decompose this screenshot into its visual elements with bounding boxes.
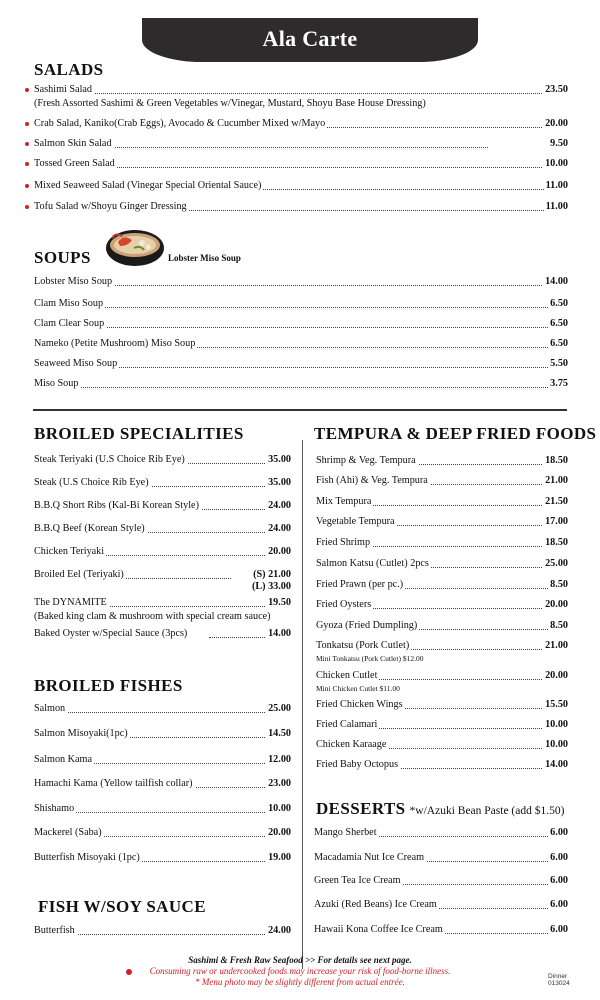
item-note: Mini Chicken Cutlet $11.00 xyxy=(316,684,400,693)
menu-item-fried-prawn: Fried Prawn (per pc.) 8.50 xyxy=(316,579,568,590)
menu-item-chicken-karaage: Chicken Karaage 10.00 xyxy=(316,739,568,750)
fish-soy-sauce-heading: FISH W/SOY SAUCE xyxy=(38,897,206,916)
menu-item-baked-oyster: Baked Oyster w/Special Sauce (3pcs) 14.00 xyxy=(34,628,291,639)
menu-item-shishamo: Shishamo 10.00 xyxy=(34,803,291,814)
menu-item-hamachi-kama: Hamachi Kama (Yellow tailfish collar) 23.00 xyxy=(34,778,291,789)
menu-item-nameko-miso-soup: Nameko (Petite Mushroom) Miso Soup 6.50 xyxy=(34,338,568,349)
soups-heading: SOUPS xyxy=(34,248,91,267)
broiled-fishes-heading: BROILED FISHES xyxy=(34,676,183,695)
menu-item-bbq-short-ribs: B.B.Q Short Ribs (Kal-Bi Korean Style) 24.00 xyxy=(34,500,291,511)
item-description: (Fresh Assorted Sashimi & Green Vegetables w/Vinegar, Mustard, Shoyu Base House Dressing) xyxy=(34,98,426,109)
menu-item-bbq-beef: B.B.Q Beef (Korean Style) 24.00 xyxy=(34,523,291,534)
menu-item-fish-veg-tempura: Fish (Ahi) & Veg. Tempura 21.00 xyxy=(316,475,568,486)
page-title: Ala Carte xyxy=(262,26,358,51)
menu-item-salmon: Salmon 25.00 xyxy=(34,703,291,714)
bullet-icon xyxy=(25,184,29,188)
menu-item-butterfish: Butterfish 24.00 xyxy=(34,925,291,936)
menu-item-broiled-eel: Broiled Eel (Teriyaki) (S) 21.00 (L) 33.00 xyxy=(34,569,291,592)
menu-version-label: Dinner xyxy=(548,973,568,980)
menu-item-fried-baby-octopus: Fried Baby Octopus 14.00 xyxy=(316,759,568,770)
menu-item-vegetable-tempura: Vegetable Tempura 17.00 xyxy=(316,516,568,527)
menu-item-clam-miso-soup: Clam Miso Soup 6.50 xyxy=(34,298,568,309)
menu-item-seaweed-miso-soup: Seaweed Miso Soup 5.50 xyxy=(34,358,568,369)
desserts-note: *w/Azuki Bean Paste (add $1.50) xyxy=(409,805,565,817)
broiled-specialities-heading: BROILED SPECIALITIES xyxy=(34,424,244,443)
menu-item-the-dynamite: The DYNAMITE 19.50 (Baked king clam & mushroom with special cream sauce) xyxy=(34,597,291,622)
menu-version-code xyxy=(548,973,570,987)
bullet-icon xyxy=(25,142,29,146)
menu-item-azuki-ice-cream: Azuki (Red Beans) Ice Cream 6.00 xyxy=(314,899,568,910)
menu-item-steak: Steak (U.S Choice Rib Eye) 35.00 xyxy=(34,477,291,488)
menu-item-lobster-miso-soup: Lobster Miso Soup 14.00 xyxy=(34,276,568,287)
menu-item-steak-teriyaki: Steak Teriyaki (U.S Choice Rib Eye) 35.00 xyxy=(34,454,291,465)
bullet-icon xyxy=(25,162,29,166)
menu-version-number: 013024 xyxy=(548,980,570,987)
item-description: (Baked king clam & mushroom with special cream sauce) xyxy=(34,611,271,622)
menu-item-mix-tempura: Mix Tempura 21.50 xyxy=(316,496,568,507)
menu-item-sashimi-salad: Sashimi Salad 23.50 (Fresh Assorted Sashimi & Green Vegetables w/Vinegar, Mustard, Shoyu Base House Dressing) xyxy=(34,84,568,110)
menu-item-fried-chicken-wings: Fried Chicken Wings 15.50 xyxy=(316,699,568,710)
menu-item-salmon-misoyaki: Salmon Misoyaki(1pc) 14.50 xyxy=(34,728,291,739)
menu-item-mixed-seaweed-salad: Mixed Seaweed Salad (Vinegar Special Oriental Sauce) 11.00 xyxy=(34,180,568,194)
menu-item-fried-oysters: Fried Oysters 20.00 xyxy=(316,599,568,610)
menu-item-mango-sherbet: Mango Sherbet 6.00 xyxy=(314,827,568,838)
menu-item-chicken-teriyaki: Chicken Teriyaki 20.00 xyxy=(34,546,291,557)
menu-item-fried-shrimp: Fried Shrimp 18.50 xyxy=(316,537,568,548)
header-banner xyxy=(142,18,478,62)
menu-item-green-tea-ice-cream: Green Tea Ice Cream 6.00 xyxy=(314,875,568,886)
footer-raw-seafood-note: Sashimi & Fresh Raw Seafood >> For details see next page. xyxy=(188,955,412,965)
menu-item-clam-clear-soup: Clam Clear Soup 6.50 xyxy=(34,318,568,329)
menu-item-salmon-skin-salad: Salmon Skin Salad 9.50 xyxy=(34,138,568,152)
menu-item-macadamia-nut-ice-cream: Macadamia Nut Ice Cream 6.00 xyxy=(314,852,568,863)
menu-item-tossed-green-salad: Tossed Green Salad 10.00 xyxy=(34,158,568,172)
menu-item-chicken-cutlet: Chicken Cutlet 20.00 Mini Chicken Cutlet $11.00 xyxy=(316,670,568,693)
column-divider xyxy=(302,440,303,969)
bullet-icon xyxy=(25,205,29,209)
desserts-title: DESSERTS xyxy=(316,799,406,818)
bullet-icon xyxy=(25,122,29,126)
tempura-heading: TEMPURA & DEEP FRIED FOODS xyxy=(314,424,597,443)
bullet-icon xyxy=(25,88,29,92)
item-note: Mini Tonkatsu (Pork Cutlet) $12.00 xyxy=(316,654,424,663)
footer-raw-food-warning: Consuming raw or undercooked foods may increase your risk of food-borne illness. xyxy=(149,966,451,976)
lobster-miso-soup-photo xyxy=(104,228,164,268)
menu-item-salmon-katsu: Salmon Katsu (Cutlet) 2pcs 25.00 xyxy=(316,558,568,569)
menu-item-butterfish-misoyaki: Butterfish Misoyaki (1pc) 19.00 xyxy=(34,852,291,863)
menu-item-fried-calamari: Fried Calamari 10.00 xyxy=(316,719,568,730)
item-price-large: (L) 33.00 xyxy=(251,581,291,592)
salads-heading: SALADS xyxy=(34,60,104,79)
menu-item-shrimp-veg-tempura: Shrimp & Veg. Tempura 18.50 xyxy=(316,455,568,466)
section-divider xyxy=(33,409,567,411)
soup-photo-caption: Lobster Miso Soup xyxy=(168,253,241,263)
menu-item-tonkatsu: Tonkatsu (Pork Cutlet) 21.00 Mini Tonkatsu (Pork Cutlet) $12.00 xyxy=(316,640,568,663)
menu-item-gyoza: Gyoza (Fried Dumpling) 8.50 xyxy=(316,620,568,631)
desserts-heading xyxy=(316,799,564,819)
menu-item-miso-soup: Miso Soup 3.75 xyxy=(34,378,568,389)
menu-item-kona-coffee-ice-cream: Hawaii Kona Coffee Ice Cream 6.00 xyxy=(314,924,568,935)
menu-item-mackerel: Mackerel (Saba) 20.00 xyxy=(34,827,291,838)
menu-item-tofu-salad: Tofu Salad w/Shoyu Ginger Dressing 11.00 xyxy=(34,201,568,215)
menu-item-crab-salad: Crab Salad, Kaniko(Crab Eggs), Avocado & Cucumber Mixed w/Mayo 20.00 xyxy=(34,118,568,132)
menu-item-salmon-kama: Salmon Kama 12.00 xyxy=(34,754,291,765)
footer-photo-disclaimer: * Menu photo may be slightly different from actual entrée. xyxy=(195,977,405,987)
